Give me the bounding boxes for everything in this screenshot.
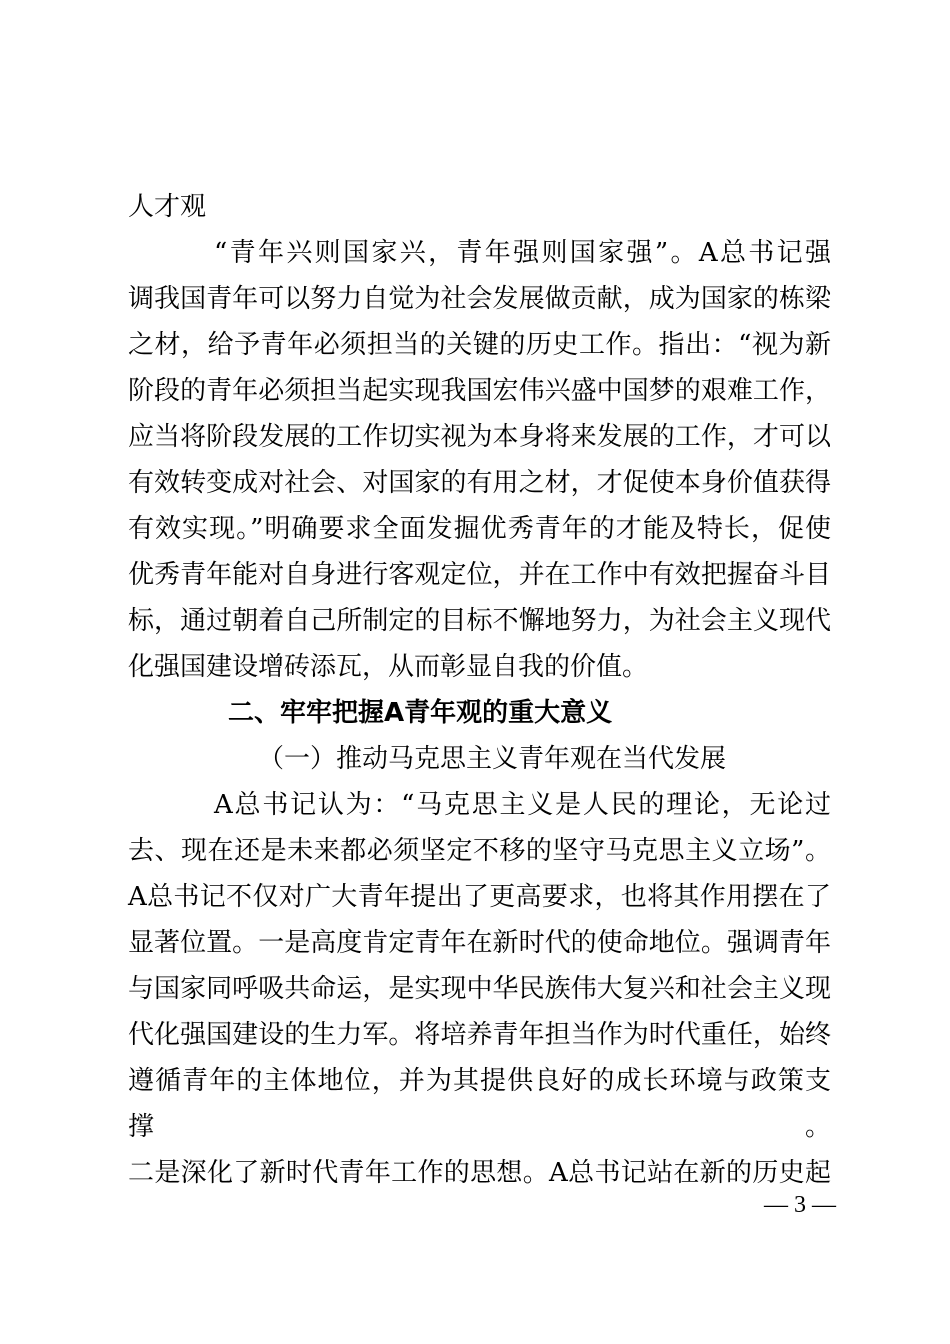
paragraph-line: 二是深化了新时代青年工作的思想。A总书记站在新的历史起 (128, 1158, 831, 1188)
paragraph-line: 标，通过朝着自己所制定的目标不懈地努力，为社会主义现代 (128, 606, 831, 636)
paragraph-line: 之材，给予青年必须担当的关键的历史工作。指出：“视为新 (128, 330, 831, 360)
section-heading: 二、牢牢把握A青年观的重大意义 (228, 698, 613, 728)
paragraph-line: 应当将阶段发展的工作切实视为本身将来发展的工作，才可以 (128, 422, 831, 452)
paragraph-line: 与国家同呼吸共命运，是实现中华民族伟大复兴和社会主义现 (128, 974, 831, 1004)
paragraph-line: 遵循青年的主体地位，并为其提供良好的成长环境与政策支撑。 (128, 1066, 831, 1142)
document-page (128, 184, 831, 1196)
section-fragment-title: 人才观 (128, 192, 207, 222)
paragraph-line: A总书记不仅对广大青年提出了更高要求，也将其作用摆在了 (128, 882, 831, 912)
paragraph-line: 阶段的青年必须担当起实现我国宏伟兴盛中国梦的艰难工作， (128, 376, 831, 406)
paragraph-line: 有效实现。”明确要求全面发掘优秀青年的才能及特长，促使 (128, 514, 831, 544)
paragraph-line: 代化强国建设的生力军。将培养青年担当作为时代重任，始终 (128, 1020, 831, 1050)
page-number: — 3 — (764, 1192, 836, 1218)
paragraph-line: 优秀青年能对自身进行客观定位，并在工作中有效把握奋斗目 (128, 560, 831, 590)
subsection-heading: （一）推动马克思主义青年观在当代发展 (258, 744, 727, 774)
paragraph-line: A总书记认为：“马克思主义是人民的理论，无论过 (214, 790, 831, 820)
paragraph-line: 有效转变成对社会、对国家的有用之材，才促使本身价值获得 (128, 468, 831, 498)
paragraph-line: 去、现在还是未来都必须坚定不移的坚守马克思主义立场”。 (128, 836, 831, 866)
paragraph-line: 化强国建设增砖添瓦，从而彰显自我的价值。 (128, 652, 649, 682)
paragraph-line: 显著位置。一是高度肯定青年在新时代的使命地位。强调青年 (128, 928, 831, 958)
paragraph-line: 调我国青年可以努力自觉为社会发展做贡献，成为国家的栋梁 (128, 284, 831, 314)
paragraph-line: “青年兴则国家兴，青年强则国家强”。A总书记强 (214, 238, 831, 268)
